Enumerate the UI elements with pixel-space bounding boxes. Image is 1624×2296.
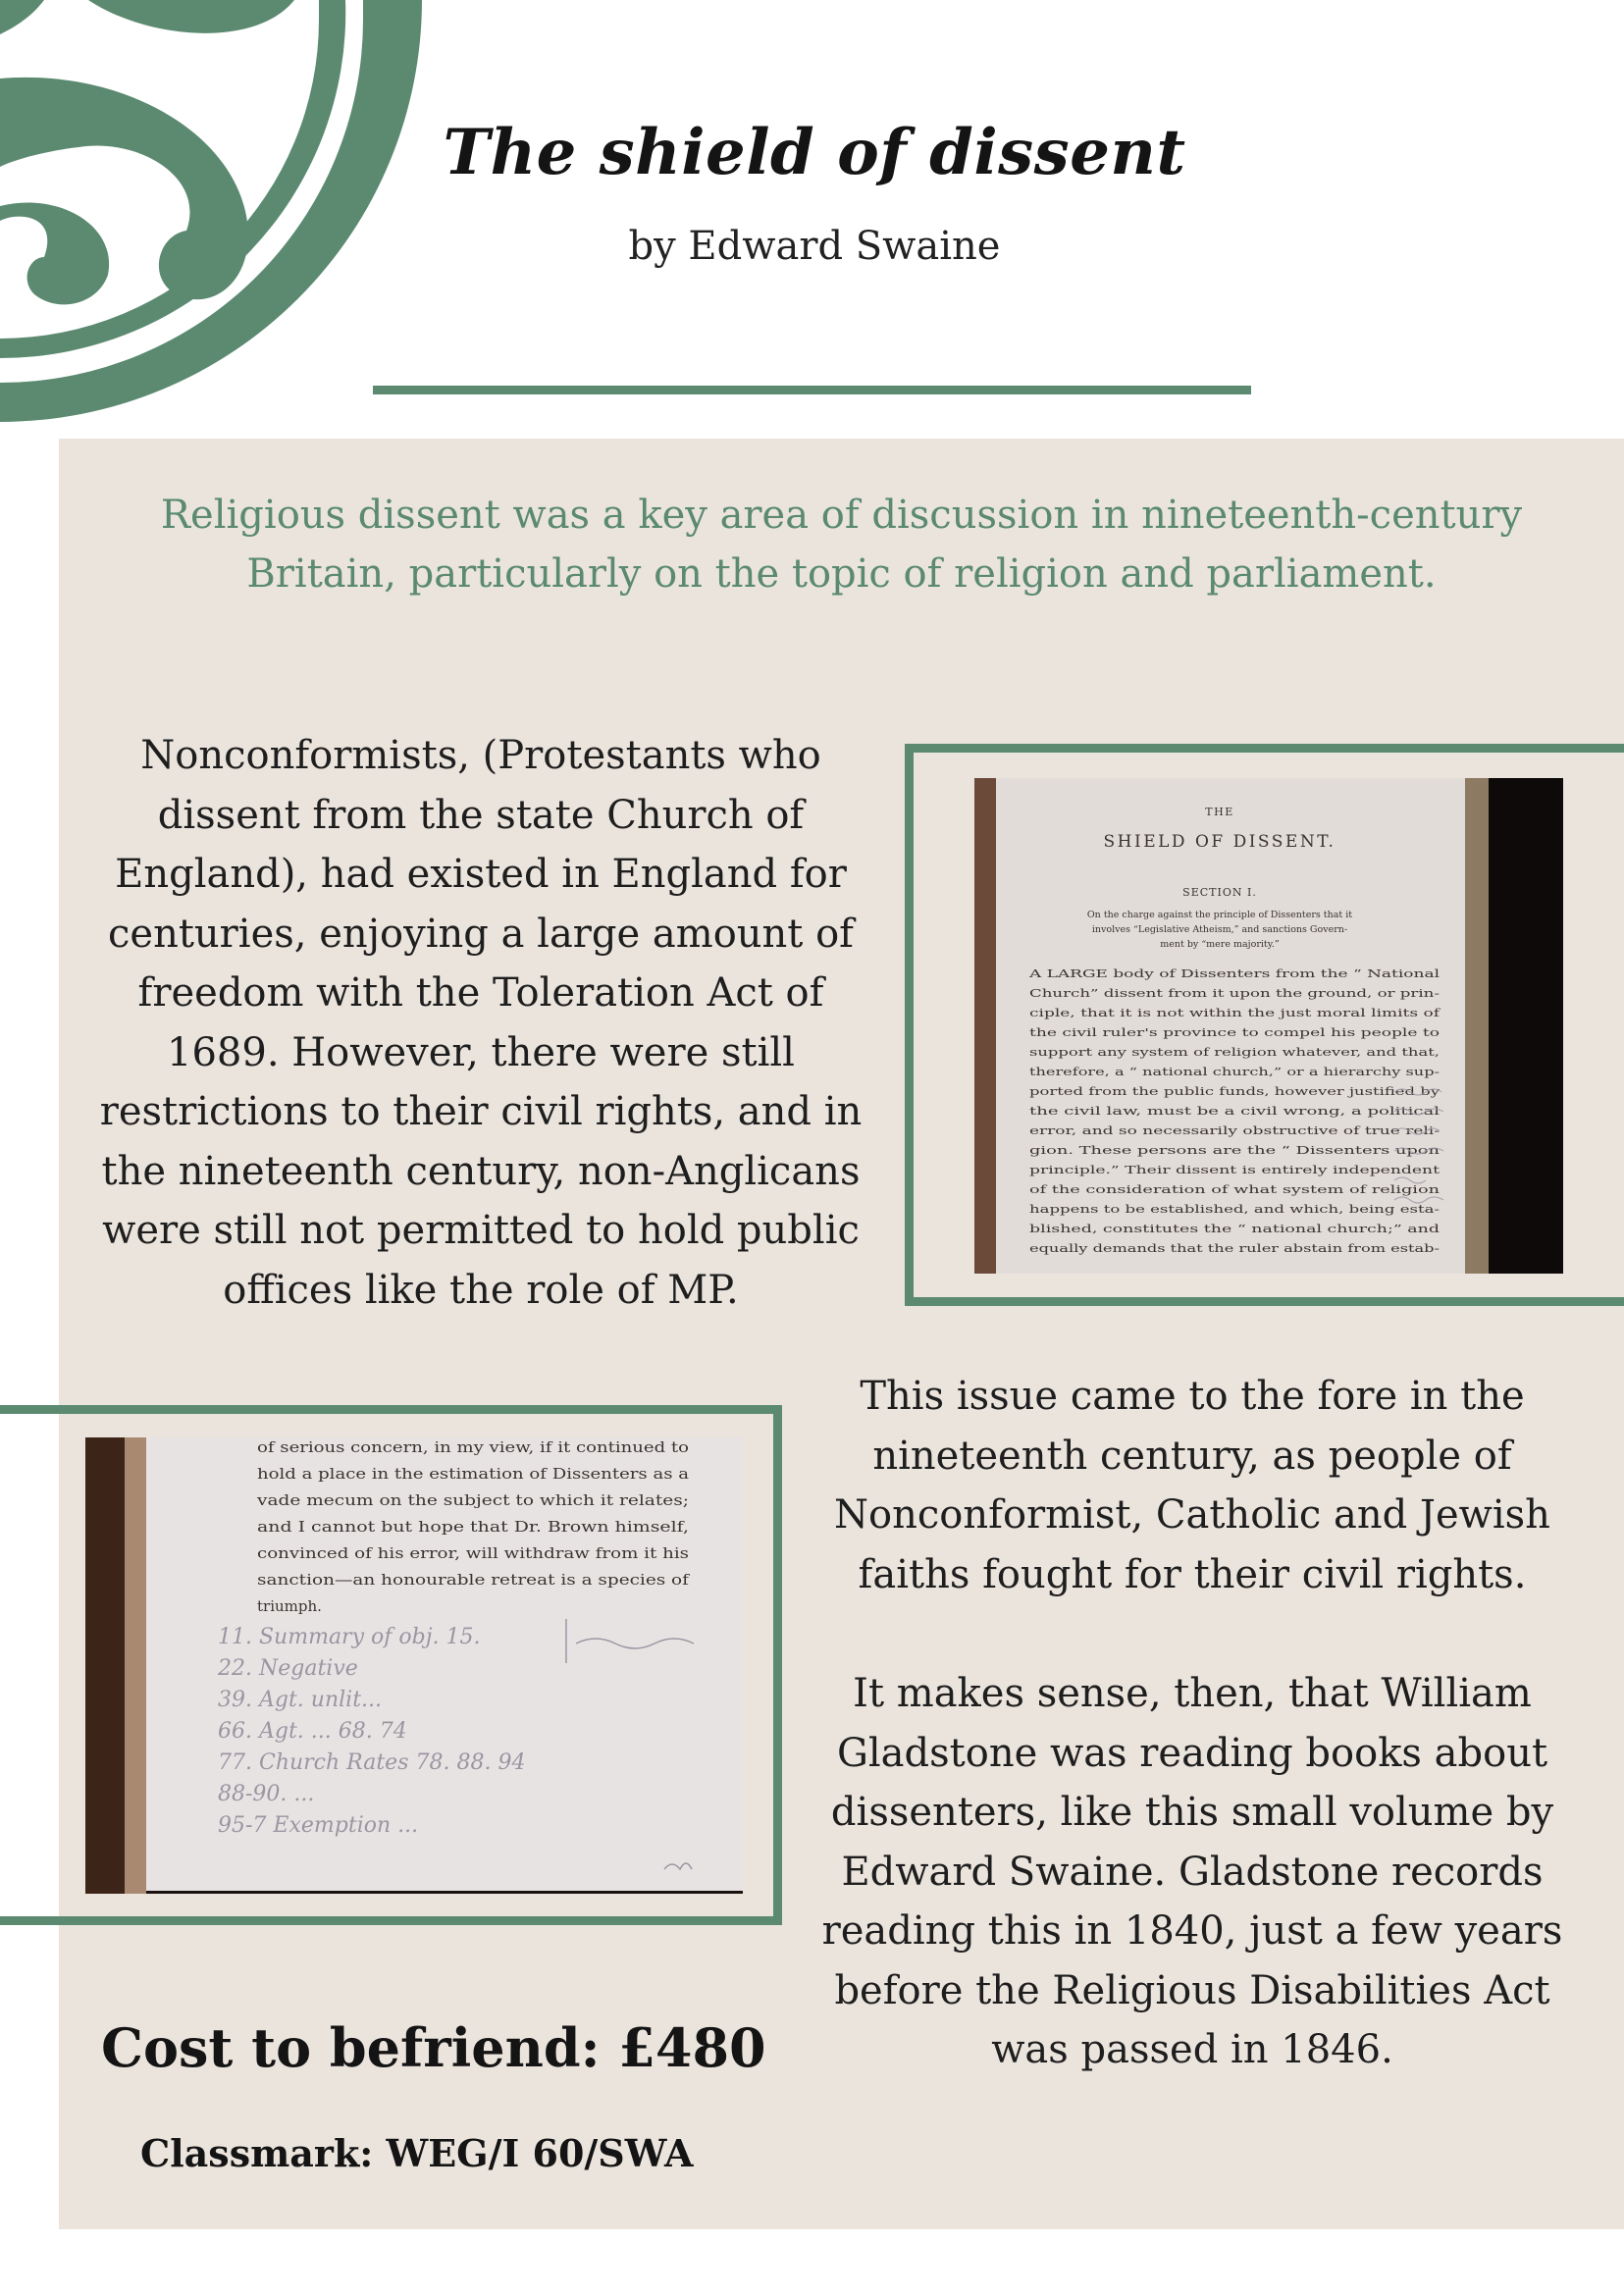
photo-summary-line: involves “Legislative Atheism,” and sanctions Govern- bbox=[1091, 924, 1348, 935]
photo-print-line: of serious concern, in my view, if it continued to bbox=[257, 1438, 689, 1456]
title-divider bbox=[373, 386, 1251, 394]
author-byline: by Edward Swaine bbox=[628, 224, 1001, 269]
photo-body-line: support any system of religion whatever, and that, bbox=[1029, 1046, 1440, 1059]
photo-print-line: triumph. bbox=[257, 1597, 322, 1615]
handwritten-note: 95-7 Exemption ... bbox=[218, 1813, 419, 1838]
page-title: The shield of dissent bbox=[443, 116, 1186, 189]
cost-to-befriend: Cost to befriend: £480 bbox=[101, 2016, 766, 2079]
swirl-logo-icon bbox=[0, 0, 442, 422]
classmark: Classmark: WEG/I 60/SWA bbox=[140, 2131, 694, 2175]
photo-body-line: equally demands that the ruler abstain from estab- bbox=[1029, 1242, 1441, 1255]
handwritten-note: 77. Church Rates 78. 88. 94 bbox=[218, 1750, 526, 1775]
photo-body-line: Church” dissent from it upon the ground, or prin- bbox=[1029, 987, 1441, 1000]
book-endpage-photo bbox=[85, 1437, 743, 1894]
handwritten-note: 66. Agt. ... 68. 74 bbox=[218, 1719, 407, 1744]
photo-body-line: ported from the public funds, however justified by bbox=[1029, 1085, 1441, 1098]
photo-body-line: error, and so necessarily obstructive of true reli- bbox=[1029, 1124, 1441, 1137]
photo-running-head: THE bbox=[1205, 806, 1234, 818]
photo-body-line: the civil ruler's province to compel his people to bbox=[1029, 1026, 1441, 1039]
book-title-page-photo bbox=[974, 778, 1563, 1274]
photo-print-line: sanction—an honourable retreat is a species of bbox=[257, 1571, 691, 1589]
photo-body-line: blished, constitutes the “ national church;” and bbox=[1029, 1223, 1440, 1235]
photo-body-line: happens to be established, and which, being esta- bbox=[1029, 1203, 1441, 1216]
photo-book-title: SHIELD OF DISSENT. bbox=[1103, 832, 1336, 852]
photo-section-heading: SECTION I. bbox=[1182, 886, 1257, 899]
handwritten-note: 11. Summary of obj. 15. bbox=[218, 1625, 481, 1649]
photo-summary-line: ment by “mere majority.” bbox=[1160, 939, 1280, 950]
photo-body-line: ciple, that it is not within the just moral limits of bbox=[1029, 1007, 1441, 1019]
photo-print-line: and I cannot but hope that Dr. Brown himself, bbox=[257, 1518, 689, 1536]
photo-print-line: hold a place in the estimation of Dissenters as a bbox=[257, 1465, 690, 1483]
handwritten-note: 88-90. ... bbox=[218, 1782, 315, 1806]
photo-body-line: the civil law, must be a civil wrong, a political bbox=[1029, 1105, 1441, 1118]
photo-body-line: A LARGE body of Dissenters from the “ National bbox=[1027, 967, 1441, 980]
paragraph-gladstone: It makes sense, then, that William Gladstone was reading books about dissenters, like this small volume by Edward Swaine. Gladstone records reading this in 1840, just a few years before the Religious Disabilities Act was passed in 1846. bbox=[821, 1671, 1563, 2072]
paragraph-nonconformists: Nonconformists, (Protestants who dissent from the state Church of England), had existed in England for centuries, enjoying a large amount of freedom with the Toleration Act of 1689. However, there were still restrictions to their civil rights, and in the nineteenth century, non-Anglicans were still not permitted to hold public offices like the role of MP. bbox=[99, 733, 863, 1313]
photo-body-line: of the consideration of what system of religion bbox=[1029, 1183, 1440, 1196]
handwritten-note: 22. Negative bbox=[218, 1656, 358, 1681]
photo-body-line: principle.” Their dissent is entirely independent bbox=[1029, 1164, 1441, 1176]
photo-body-line: gion. These persons are the “ Dissenters upon bbox=[1029, 1144, 1440, 1157]
photo-body-line: therefore, a “ national church,” or a hierarchy sup- bbox=[1029, 1066, 1441, 1078]
intro-text: Religious dissent was a key area of discussion in nineteenth-century Britain, particularly on the topic of religion and parliament. bbox=[160, 493, 1523, 597]
photo-summary-line: On the charge against the principle of Dissenters that it bbox=[1086, 910, 1353, 920]
paragraph-civil-rights: This issue came to the fore in the nineteenth century, as people of Nonconformist, Catholic and Jewish faiths fought for their civil rights. bbox=[834, 1374, 1550, 1597]
photo-print-line: convinced of his error, will withdraw from it his bbox=[257, 1544, 689, 1562]
handwritten-note: 39. Agt. unlit... bbox=[218, 1688, 383, 1712]
photo-print-line: vade mecum on the subject to which it relates; bbox=[255, 1491, 689, 1509]
